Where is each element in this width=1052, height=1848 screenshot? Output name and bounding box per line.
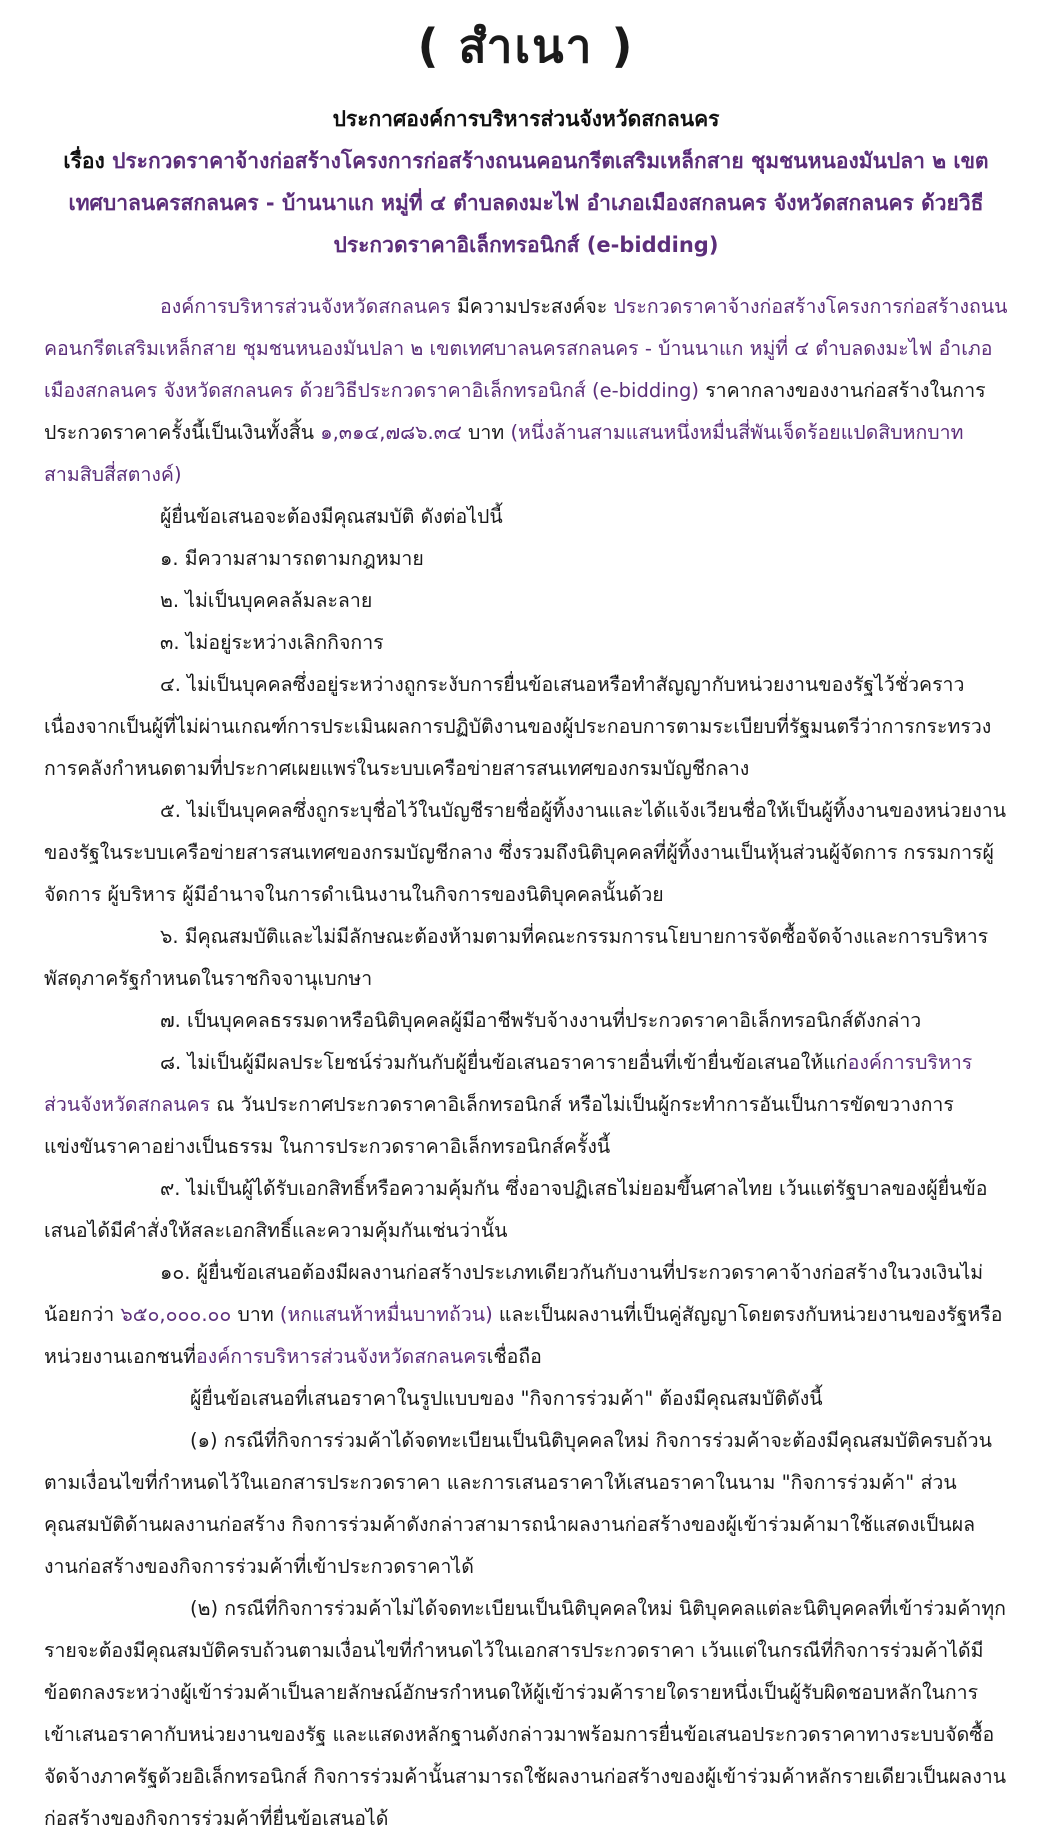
qualification-item-6: ๖. มีคุณสมบัติและไม่มีลักษณะต้องห้ามตามที่คณะกรรมการนโยบายการจัดซื้อจัดจ้างและการบริหารพัสดุภาครัฐกำหนดในราชกิจจานุเบกษา — [44, 925, 989, 990]
qualification-item-10 — [44, 1252, 1008, 1378]
joint-venture-heading: ผู้ยื่นข้อเสนอที่เสนอราคาในรูปแบบของ "กิจการร่วมค้า" ต้องมีคุณสมบัติดังนี้ — [190, 1387, 823, 1410]
item-8-org: องค์การบริหารส่วนจังหวัดสกลนคร — [44, 1051, 973, 1116]
qualification-item-5: ๕. ไม่เป็นบุคคลซึ่งถูกระบุชื่อไว้ในบัญชีรายชื่อผู้ทิ้งงานและได้แจ้งเวียนชื่อให้เป็นผู้ทิ้งงานของหน่วยงานของรัฐในระบบเครือข่ายสารสนเทศของกรมบัญชีกลาง ซึ่งรวมถึงนิติบุคคลที่ผู้ทิ้งงานเป็นหุ้นส่วนผู้จัดการ กรรมการผู้จัดการ ผู้บริหาร ผู้มีอำนาจในการดำเนินงานในกิจการของนิติบุคคลนั้นด้วย — [44, 799, 1007, 906]
item-8-text-b: ณ วันประกาศประกวดราคาอิเล็กทรอนิกส์ หรือไม่เป็นผู้กระทำการอันเป็นการขัดขวางการแข่งขันราคาอย่างเป็นธรรม ในการประกวดราคาอิเล็กทรอนิกส์ครั้งนี้ — [44, 1093, 954, 1158]
intro-paragraph — [44, 286, 1008, 496]
intro-project: ประกวดราคาจ้างก่อสร้างโครงการก่อสร้างถนนคอนกรีตเสริมเหล็กสาย ชุมชนหนองมันปลา ๒ เขตเทศบาลนครสกลนคร - บ้านนาแก หมู่ที่ ๔ ตำบลดงมะไฟ อำเภอเมืองสกลนคร จังหวัดสกลนคร ด้วยวิธีประกวดราคาอิเล็กทรอนิกส์ (e-bidding) — [44, 295, 1008, 402]
qualification-item-2: ๒. ไม่เป็นบุคคลล้มละลาย — [160, 589, 373, 612]
qualification-item-9: ๙. ไม่เป็นผู้ได้รับเอกสิทธิ์หรือความคุ้มกัน ซึ่งอาจปฏิเสธไม่ยอมขึ้นศาลไทย เว้นแต่รัฐบาลของผู้ยื่นข้อเสนอได้มีคำสั่งให้สละเอกสิทธิ์และความคุ้มกันเช่นว่านั้น — [44, 1177, 988, 1242]
intro-text-3: บาท — [461, 421, 511, 444]
intro-org: องค์การบริหารส่วนจังหวัดสกลนคร — [160, 295, 451, 318]
item-10-amount-words: (หกแสนห้าหมื่นบาทถ้วน) — [279, 1303, 493, 1326]
qualification-item-4: ๔. ไม่เป็นบุคคลซึ่งอยู่ระหว่างถูกระงับการยื่นข้อเสนอหรือทำสัญญากับหน่วยงานของรัฐไว้ชั่วคราว เนื่องจากเป็นผู้ที่ไม่ผ่านเกณฑ์การประเมินผลการปฏิบัติงานของผู้ประกอบการตามระเบียบที่รัฐมนตรีว่าการกระทรวงการคลังกำหนดตามที่ประกาศเผยแพร่ในระบบเครือข่ายสารสนเทศของกรมบัญชีกลาง — [44, 673, 992, 780]
subject-label: เรื่อง — [63, 149, 105, 173]
item-10-text-a: ๑๐. ผู้ยื่นข้อเสนอต้องมีผลงานก่อสร้างประเภทเดียวกันกับงานที่ประกวดราคาจ้างก่อสร้างในวงเงินไม่น้อยกว่า — [44, 1261, 984, 1326]
qualification-heading: ผู้ยื่นข้อเสนอจะต้องมีคุณสมบัติ ดังต่อไปนี้ — [160, 505, 503, 528]
intro-amount-words: (หนึ่งล้านสามแสนหนึ่งหมื่นสี่พันเจ็ดร้อยแปดสิบหกบาทสามสิบสี่สตางค์) — [44, 421, 964, 486]
qualification-item-7: ๗. เป็นบุคคลธรรมดาหรือนิติบุคคลผู้มีอาชีพรับจ้างงานที่ประกวดราคาอิเล็กทรอนิกส์ดังกล่าว — [160, 1009, 922, 1032]
intro-text-2: ราคากลางของงานก่อสร้างในการประกวดราคาครั้งนี้เป็นเงินทั้งสิ้น — [44, 379, 986, 444]
intro-amount: ๑,๓๑๔,๗๘๖.๓๔ — [320, 421, 462, 444]
joint-venture-case-1: (๑) กรณีที่กิจการร่วมค้าได้จดทะเบียนเป็นนิติบุคคลใหม่ กิจการร่วมค้าจะต้องมีคุณสมบัติครบถ้วนตามเงื่อนไขที่กำหนดไว้ในเอกสารประกวดราคา และการเสนอราคาให้เสนอราคาในนาม "กิจการร่วมค้า" ส่วนคุณสมบัติด้านผลงานก่อสร้าง กิจการร่วมค้าดังกล่าวสามารถนำผลงานก่อสร้างของผู้เข้าร่วมค้ามาใช้แสดงเป็นผลงานก่อสร้างของกิจการร่วมค้าที่เข้าประกวดราคาได้ — [44, 1429, 992, 1578]
announcement-subject — [40, 140, 1012, 266]
subject-text: ประกวดราคาจ้างก่อสร้างโครงการก่อสร้างถนนคอนกรีตเสริมเหล็กสาย ชุมชนหนองมันปลา ๒ เขตเทศบาลนครสกลนคร - บ้านนาแก หมู่ที่ ๔ ตำบลดงมะไฟ อำเภอเมืองสกลนคร จังหวัดสกลนคร ด้วยวิธีประกวดราคาอิเล็กทรอนิกส์ (e-bidding) — [68, 149, 989, 257]
item-10-text-d: เชื่อถือ — [486, 1345, 542, 1368]
joint-venture-case-2: (๒) กรณีที่กิจการร่วมค้าไม่ได้จดทะเบียนเป็นนิติบุคคลใหม่ นิติบุคคลแต่ละนิติบุคคลที่เข้าร่วมค้าทุกรายจะต้องมีคุณสมบัติครบถ้วนตามเงื่อนไขที่กำหนดไว้ในเอกสารประกวดราคา เว้นแต่ในกรณีที่กิจการร่วมค้าได้มีข้อตกลงระหว่างผู้เข้าร่วมค้าเป็นลายลักษณ์อักษรกำหนดให้ผู้เข้าร่วมค้ารายใดรายหนึ่งเป็นผู้รับผิดชอบหลักในการเข้าเสนอราคากับหน่วยงานของรัฐ และแสดงหลักฐานดังกล่าวมาพร้อมการยื่นข้อเสนอประกวดราคาทางระบบจัดซื้อจัดจ้างภาครัฐด้วยอิเล็กทรอนิกส์ กิจการร่วมค้านั้นสามารถใช้ผลงานก่อสร้างของผู้เข้าร่วมค้าหลักรายเดียวเป็นผลงานก่อสร้างของกิจการร่วมค้าที่ยื่นข้อเสนอได้ — [44, 1597, 1007, 1830]
copy-stamp-title: ( สำเนา ) — [417, 19, 635, 73]
item-8-text-a: ๘. ไม่เป็นผู้มีผลประโยชน์ร่วมกันกับผู้ยื่นข้อเสนอราคารายอื่นที่เข้ายื่นข้อเสนอให้แก่ — [160, 1051, 848, 1074]
document-body — [44, 286, 1008, 1840]
intro-text-1: มีความประสงค์จะ — [450, 295, 614, 318]
item-10-text-c: และเป็นผลงานที่เป็นคู่สัญญาโดยตรงกับหน่วยงานของรัฐหรือหน่วยงานเอกชนที่ — [44, 1303, 1003, 1368]
qualification-item-8 — [44, 1042, 1008, 1168]
item-10-org: องค์การบริหารส่วนจังหวัดสกลนคร — [195, 1345, 487, 1368]
item-10-text-b: บาท — [231, 1303, 280, 1326]
qualification-item-1: ๑. มีความสามารถตามกฎหมาย — [160, 547, 424, 570]
qualification-item-3: ๓. ไม่อยู่ระหว่างเลิกกิจการ — [160, 631, 384, 654]
item-10-amount: ๖๕๐,๐๐๐.๐๐ — [120, 1303, 232, 1326]
announcement-org-line: ประกาศองค์การบริหารส่วนจังหวัดสกลนคร — [332, 107, 720, 131]
